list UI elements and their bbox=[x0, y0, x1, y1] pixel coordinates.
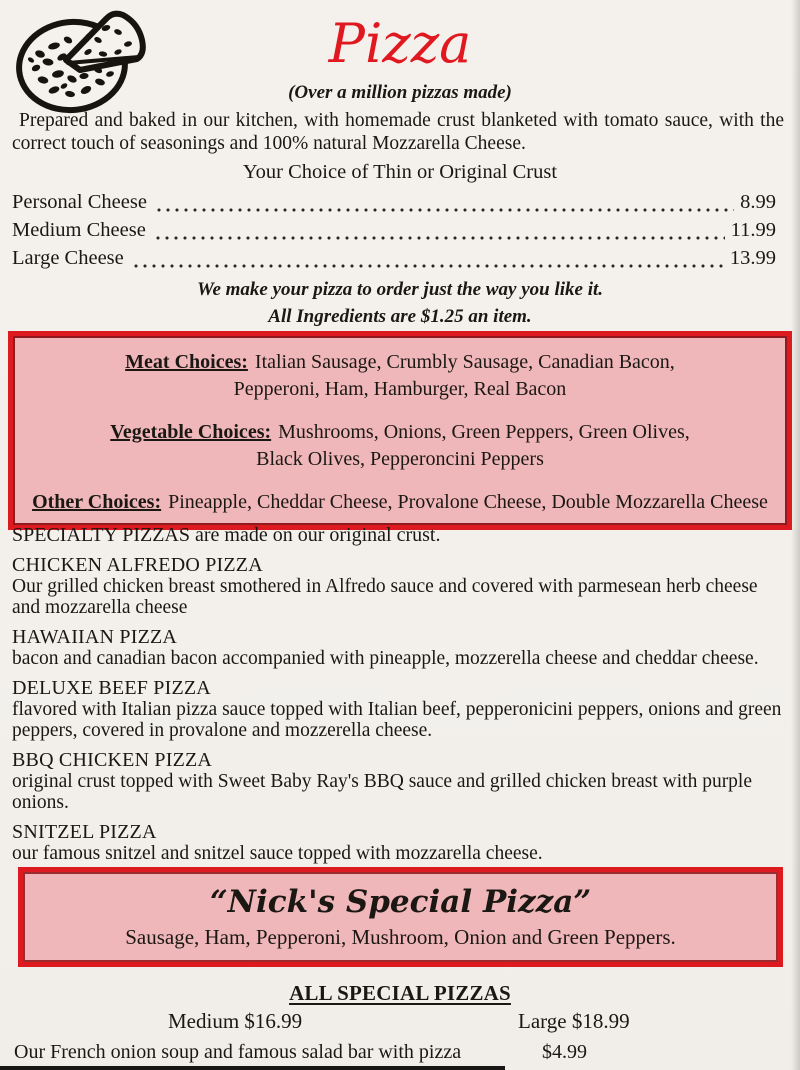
item-price: 11.99 bbox=[730, 219, 776, 241]
scan-edge-shade bbox=[791, 0, 800, 1070]
dot-leader bbox=[157, 208, 734, 213]
meat-choices-label: Meat Choices: bbox=[125, 351, 248, 373]
vegetable-choices-line bbox=[13, 419, 787, 446]
specialty-item-desc: original crust topped with Sweet Baby Ray's BBQ sauce and grilled chicken breast with purple onions. bbox=[12, 771, 753, 813]
specialty-item-deluxe-beef bbox=[12, 678, 784, 741]
specialty-item-desc: Our grilled chicken breast smothered in Alfredo sauce and covered with parmesean herb cheese and mozzarella cheese bbox=[12, 576, 758, 618]
item-name: Personal Cheese bbox=[12, 191, 147, 213]
soup-salad-price: $4.99 bbox=[542, 1041, 587, 1063]
nicks-special-box bbox=[18, 867, 783, 967]
meat-choices-line2: Pepperoni, Ham, Hamburger, Real Bacon bbox=[233, 378, 567, 400]
cheese-price-list bbox=[12, 191, 776, 275]
specialty-item-name: BBQ CHICKEN PIZZA bbox=[12, 749, 213, 771]
topping-choices-box bbox=[8, 331, 792, 530]
other-choices-label: Other Choices: bbox=[32, 491, 162, 513]
intro-paragraph: Prepared and baked in our kitchen, with homemade crust blanketed with tomato sauce, with the correct touch of seasonings and 100% natural Mozzarella Cheese. bbox=[12, 110, 784, 154]
specialty-item-name: DELUXE BEEF PIZZA bbox=[12, 677, 211, 699]
specialty-item-desc: our famous snitzel and snitzel sauce topped with mozzarella cheese. bbox=[12, 843, 543, 864]
nicks-special-title: “Nick's Special Pizza” bbox=[209, 884, 592, 920]
vegetable-choices-label: Vegetable Choices: bbox=[110, 421, 272, 443]
other-choices-line bbox=[13, 489, 787, 516]
item-name: Medium Cheese bbox=[12, 219, 146, 241]
specialty-item-name: HAWAIIAN PIZZA bbox=[12, 626, 178, 648]
special-size-price-row bbox=[0, 1009, 800, 1035]
specialty-intro: SPECIALTY PIZZAS are made on our original crust. bbox=[12, 524, 441, 546]
specialty-item-snitzel bbox=[12, 822, 784, 864]
item-price: 8.99 bbox=[740, 191, 776, 213]
specialty-item-name: CHICKEN ALFREDO PIZZA bbox=[12, 554, 263, 576]
order-note-line: We make your pizza to order just the way you like it. bbox=[196, 279, 604, 300]
scan-edge-line bbox=[0, 1066, 505, 1070]
dot-leader bbox=[156, 236, 725, 241]
vegetable-choices-items: Mushrooms, Onions, Green Peppers, Green Olives, bbox=[278, 421, 690, 443]
all-special-pizzas-heading: ALL SPECIAL PIZZAS bbox=[289, 981, 511, 1005]
soup-salad-label: Our French onion soup and famous salad bar with pizza bbox=[14, 1041, 462, 1063]
price-row bbox=[12, 191, 776, 219]
price-row bbox=[12, 247, 776, 275]
meat-choices-line bbox=[13, 349, 787, 376]
spacer bbox=[13, 473, 787, 489]
specialty-item-desc: flavored with Italian pizza sauce topped with Italian beef, pepperonicini peppers, onions and green peppers, covered in provalone and mozzerella cheese. bbox=[12, 699, 782, 741]
meat-choices-items: Italian Sausage, Crumbly Sausage, Canadian Bacon, bbox=[254, 351, 675, 373]
medium-price: Medium $16.99 bbox=[168, 1009, 303, 1033]
order-notes bbox=[0, 276, 800, 330]
specialty-item-hawaiian bbox=[12, 627, 784, 669]
page-title: Pizza bbox=[328, 12, 472, 75]
order-note-line: All Ingredients are $1.25 an item. bbox=[268, 306, 532, 327]
specialty-item-bbq-chicken bbox=[12, 750, 784, 813]
price-row bbox=[12, 219, 776, 247]
specialty-item-chicken-alfredo bbox=[12, 555, 784, 618]
other-choices-items: Pineapple, Cheddar Cheese, Provalone Cheese, Double Mozzarella Cheese bbox=[168, 491, 768, 513]
large-price: Large $18.99 bbox=[518, 1009, 630, 1033]
spacer bbox=[13, 403, 787, 419]
specialty-item-name: SNITZEL PIZZA bbox=[12, 821, 157, 843]
dot-leader bbox=[134, 264, 724, 269]
nicks-special-toppings: Sausage, Ham, Pepperoni, Mushroom, Onion and Green Peppers. bbox=[125, 925, 676, 949]
item-price: 13.99 bbox=[729, 247, 776, 269]
item-name: Large Cheese bbox=[12, 247, 124, 269]
vegetable-choices-line2: Black Olives, Pepperoncini Peppers bbox=[256, 448, 544, 470]
page-subtitle: (Over a million pizzas made) bbox=[288, 82, 512, 103]
crust-choice-note: Your Choice of Thin or Original Crust bbox=[242, 161, 558, 183]
specialty-pizzas-section bbox=[12, 524, 784, 864]
soup-salad-row bbox=[0, 1041, 800, 1065]
specialty-item-desc: bacon and canadian bacon accompanied with pineapple, mozzerella cheese and cheddar cheese. bbox=[12, 648, 759, 669]
